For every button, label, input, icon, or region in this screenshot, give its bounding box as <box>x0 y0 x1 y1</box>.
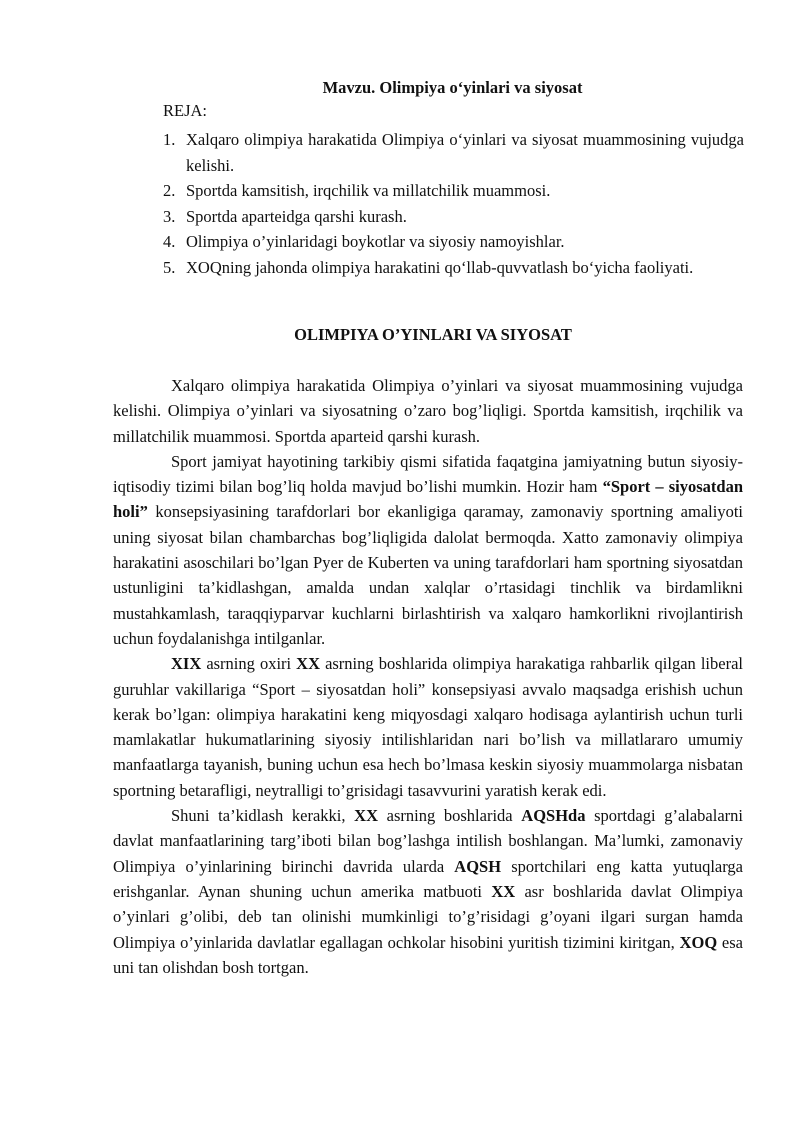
plan-item <box>163 178 744 204</box>
plan-item <box>163 255 744 281</box>
paragraph-text: asrning oxiri <box>201 654 297 674</box>
plan-item-number: 3. <box>163 206 176 226</box>
bold-term: AQSH <box>454 856 502 876</box>
bold-phrase: “Sport – siyosatdan holi” <box>113 477 743 522</box>
paragraph-text: esa uni tan olishdan bosh tortgan. <box>113 932 743 977</box>
plan-item-text: Olimpiya o’yinlaridagi boykotlar va siyosiy namoyishlar. <box>186 232 565 251</box>
document-title: Mavzu. Olimpiya o‘yinlari va siyosat <box>322 78 583 97</box>
bold-term: XX <box>296 654 321 674</box>
paragraph-intro: Xalqaro olimpiya harakatida Olimpiya o’yinlari va siyosat muammosining vujudga kelishi. Olimpiya o’yinlari va siyosatning o’zaro bog’liqligi. Sportda kamsitish, irqchilik va millatchilik muammosi. Sportda aparteid qarshi kurash. <box>113 376 743 446</box>
plan-item-text: Sportda kamsitish, irqchilik va millatchilik muammosi. <box>186 181 551 200</box>
bold-term: AQSHda <box>521 806 586 826</box>
section-heading: OLIMPIYA O’YINLARI VA SIYOSAT <box>294 325 572 344</box>
plan-label: REJA: <box>163 101 208 120</box>
bold-term: XOQ <box>679 932 718 952</box>
plan-item-number: 2. <box>163 181 176 200</box>
plan-item-text: Xalqaro olimpiya harakatida Olimpiya o‘yinlari va siyosat muammosining vujudga kelishi. <box>186 130 744 175</box>
plan-item <box>163 204 744 230</box>
paragraph-text: konsepsiyasining tarafdorlari bor ekanligiga qaramay, zamonaviy sportning amaliyoti uning siyosat bilan chambarchas bog’liqligida dalolat bermoqda. Xatto zamonaviy olimpiya harakatini asoschilari bo’lgan Pyer de Kuberten va uning tarafdorlari ham sportning siyosatdan ustunligini ta’kidlashgan, amalda undan xalqlar o’rtasidagi tinchlik va birdamlikni mustahkamlash, taraqqiyparvar kuchlarni birlashtirish va xalqaro hamkorlikni rivojlantirish uchun foydalanishga intilganlar. <box>113 502 743 648</box>
paragraph-text: Shuni ta’kidlash kerakki, <box>171 806 355 826</box>
paragraph-text: sportchilari eng katta yutuqlarga erishganlar. Aynan shuning uchun amerika matbuoti <box>113 856 743 901</box>
plan-item-text: Sportda aparteidga qarshi kurash. <box>186 206 407 226</box>
plan-item-number: 4. <box>163 232 176 251</box>
paragraph-text: sportdagi g’alabalarni davlat manfaatlarining targ’iboti bilan bog’lashga intilish boshlangan. Ma’lumki, zamonaviy Olimpiya o’yinlarining birinchi davrida ularda <box>113 806 743 876</box>
paragraph-liberal-groups <box>113 651 743 803</box>
plan-item <box>163 229 744 255</box>
plan-item-number: 5. <box>163 257 176 277</box>
body-text <box>113 373 743 980</box>
plan-item-text: XOQning jahonda olimpiya harakatini qo‘llab-quvvatlash bo‘yicha faoliyati. <box>186 257 694 277</box>
paragraph-text: asr boshlarida davlat Olimpiya o’yinlari g’olibi, deb tan olinishi mumkinligi to’g’risidagi g’oyani ilgari surgan hamda Olimpiya o’yinlarida davlatlar egallagan ochkolar hisobini yuritish tizimini kiritgan, <box>113 881 743 952</box>
bold-term: XX <box>491 881 516 901</box>
bold-term: XX <box>354 806 378 826</box>
paragraph-text: Sport jamiyat hayotining tarkibiy qismi sifatida faqatgina jamiyatning butun siyosiy-iqtisodiy tizimi bilan bog’liq holda mavjud bo’lishi mumkin. Hozir ham <box>113 451 743 497</box>
paragraph-sport-politics <box>113 449 743 651</box>
paragraph-usa <box>113 803 743 980</box>
plan-item-number: 1. <box>163 130 176 149</box>
plan-item <box>163 127 744 178</box>
paragraph-text: asrning boshlarida <box>378 806 522 826</box>
plan-list <box>163 127 744 280</box>
bold-term: XIX <box>171 654 202 674</box>
paragraph-text: asrning boshlarida olimpiya harakatiga rahbarlik qilgan liberal guruhlar vakillariga “Sport – siyosatdan holi” konsepsiyasi avvalo maqsadga erishish uchun kerak bo’lgan: olimpiya harakatini keng miqyosdagi xalqaro hodisaga aylantirish uchun turli mamlakatlar hukumatlarining siyosiy intilishlaridan nari bo’lish va millatlararo umumiy manfaatlarga tayanish, buning uchun esa hech bo’lmasa keskin siyosiy muammolarga nisbatan sportning betarafligi, neytralligi to’grisidagi tasavvurini yaratish kerak edi. <box>113 654 743 800</box>
